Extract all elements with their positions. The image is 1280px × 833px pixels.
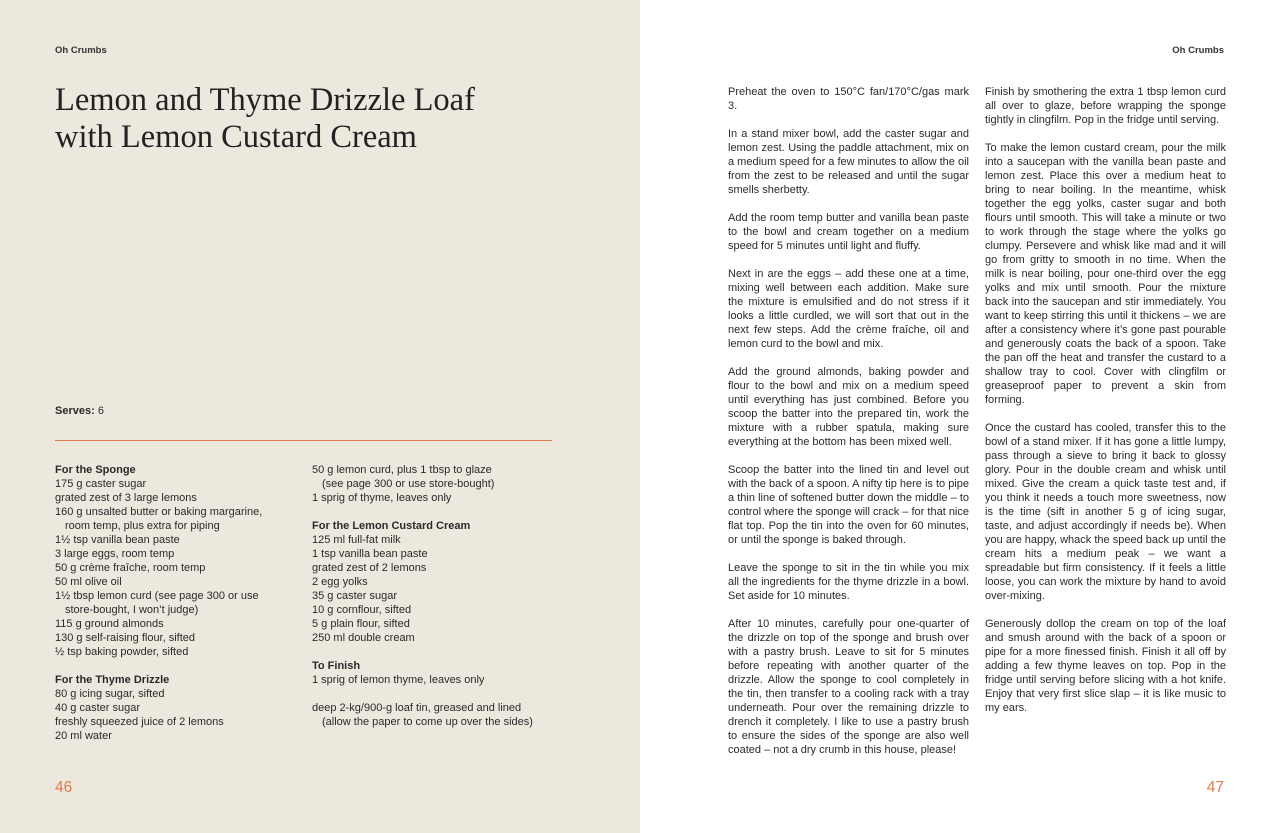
- custard-heading: For the Lemon Custard Cream: [312, 520, 471, 532]
- ingredient-item: 5 g plain flour, sifted: [312, 618, 410, 630]
- finish-heading: To Finish: [312, 660, 361, 672]
- ingredient-item: room temp, plus extra for piping: [65, 520, 220, 532]
- serves-label: Serves:: [55, 405, 95, 417]
- ingredient-item: 115 g ground almonds: [55, 618, 164, 630]
- ingredient-item: ½ tsp baking powder, sifted: [55, 646, 189, 658]
- ingredient-item: 10 g cornflour, sifted: [312, 604, 412, 616]
- method-paragraph: Leave the sponge to sit in the tin while you mix all the ingredients for the thyme drizzle in a bowl. Set aside for 10 minutes.: [728, 562, 969, 602]
- ingredient-item: 1 sprig of lemon thyme, leaves only: [312, 674, 485, 686]
- ingredient-item: store-bought, I won’t judge): [65, 604, 199, 616]
- ingredient-item: 250 ml double cream: [312, 632, 415, 644]
- method-column-2: [985, 85, 1226, 729]
- method-paragraph: Once the custard has cooled, transfer this to the bowl of a stand mixer. If it has gone a little lumpy, pass through a sieve to bring it back to glossy glory. Pour in the double cream and whisk until mixed. Give the cream a quick taste test and, if you think it needs a touch more sweetness, now is the time (sift in another 5 g of icing sugar, taste, and adjust accordingly if needs be). When you are happy, whack the speed back up until the cream hits a medium peak – we want a spreadable but firm consistency. If it feels a little loose, you can work the mixture by hand to avoid over-mixing.: [985, 422, 1226, 602]
- ingredients-column-2: [312, 463, 562, 729]
- serves-info: [55, 405, 104, 417]
- ingredient-item: (see page 300 or use store-bought): [322, 478, 495, 490]
- ingredient-item: 3 large eggs, room temp: [55, 548, 175, 560]
- ingredient-item: grated zest of 3 large lemons: [55, 492, 197, 504]
- method-paragraph: Generously dollop the cream on top of the loaf and smush around with the back of a spoon or pipe for a more finessed finish. Finish it all off by adding a few thyme leaves on top. Pop in the fridge until serving before slicing with a hot knife. Enjoy that very first slice slap – it is like music to my ears.: [985, 618, 1226, 714]
- ingredient-item: 1½ tbsp lemon curd (see page 300 or use: [55, 590, 259, 602]
- method-paragraph: Scoop the batter into the lined tin and level out with the back of a spoon. A nifty tip here is to pipe a thin line of softened butter down the middle – to control where the sponge will crack – for that nice flat top. Pop the tin into the oven for 60 minutes, or until the sponge is baked through.: [728, 464, 969, 546]
- ingredient-item: 50 g lemon curd, plus 1 tbsp to glaze: [312, 464, 492, 476]
- page-number-left: 46: [55, 779, 73, 796]
- method-paragraph: Finish by smothering the extra 1 tbsp lemon curd all over to glaze, before wrapping the sponge tightly in clingfilm. Pop in the fridge until serving.: [985, 86, 1226, 126]
- ingredient-item: 80 g icing sugar, sifted: [55, 688, 165, 700]
- ingredient-item: 125 ml full-fat milk: [312, 534, 401, 546]
- ingredient-item: 35 g caster sugar: [312, 590, 397, 602]
- sponge-heading: For the Sponge: [55, 464, 136, 476]
- serves-value: 6: [97, 405, 104, 417]
- ingredient-item: 1 sprig of thyme, leaves only: [312, 492, 452, 504]
- method-paragraph: After 10 minutes, carefully pour one-quarter of the drizzle on top of the sponge and brush over with a pastry brush. Leave to sit for 5 minutes before repeating with another quarter of the drizzle. Allow the sponge to cool completely in the tin, then transfer to a cooling rack with a tray underneath. Pour over the remaining drizzle to drench it completely. I like to use a pastry brush to ensure the sides of the sponge are also well coated – not a dry crumb in this house, please!: [728, 618, 969, 756]
- right-page: [640, 0, 1280, 833]
- equipment-item: (allow the paper to come up over the sides): [322, 716, 533, 728]
- ingredient-item: 20 ml water: [55, 730, 112, 742]
- ingredients-column-1: [55, 463, 305, 743]
- ingredient-item: 160 g unsalted butter or baking margarine,: [55, 506, 263, 518]
- ingredient-item: 175 g caster sugar: [55, 478, 147, 490]
- method-paragraph: Add the room temp butter and vanilla bean paste to the bowl and cream together on a medium speed for 5 minutes until light and fluffy.: [728, 212, 969, 252]
- method-paragraph: Next in are the eggs – add these one at a time, mixing well between each addition. Make sure the mixture is emulsified and do not stress if it looks a little curdled, we will sort that out in the next few steps. Add the crème fraîche, oil and lemon curd to the bowl and mix.: [728, 268, 969, 350]
- drizzle-heading: For the Thyme Drizzle: [55, 674, 170, 686]
- method-column-1: [728, 85, 969, 771]
- running-head-right: Oh Crumbs: [1172, 45, 1224, 56]
- method-paragraph: In a stand mixer bowl, add the caster sugar and lemon zest. Using the paddle attachment, mix on a medium speed for a few minutes to allow the oil from the zest to be released and until the sugar smells sherbetty.: [728, 128, 969, 196]
- ingredient-item: 50 ml olive oil: [55, 576, 122, 588]
- ingredient-item: 2 egg yolks: [312, 576, 368, 588]
- page-number-right: 47: [1206, 779, 1224, 796]
- ingredient-item: 1½ tsp vanilla bean paste: [55, 534, 180, 546]
- equipment-item: deep 2-kg/900-g loaf tin, greased and lined: [312, 702, 522, 714]
- ingredient-item: 50 g crème fraîche, room temp: [55, 562, 206, 574]
- running-head-left: Oh Crumbs: [55, 45, 107, 56]
- method-paragraph: Preheat the oven to 150°C fan/170°C/gas mark 3.: [728, 86, 969, 112]
- ingredient-item: 1 tsp vanilla bean paste: [312, 548, 428, 560]
- ingredient-item: 130 g self-raising flour, sifted: [55, 632, 196, 644]
- ingredient-item: freshly squeezed juice of 2 lemons: [55, 716, 224, 728]
- recipe-title-line-1: Lemon and Thyme Drizzle Loaf: [55, 82, 475, 118]
- ingredient-item: grated zest of 2 lemons: [312, 562, 427, 574]
- recipe-title-line-2: with Lemon Custard Cream: [55, 119, 417, 155]
- ingredient-item: 40 g caster sugar: [55, 702, 140, 714]
- method-paragraph: Add the ground almonds, baking powder and flour to the bowl and mix on a medium speed until everything has just combined. Before you scoop the batter into the prepared tin, work the mixture with a rubber spatula, making sure everything at the bottom has been mixed well.: [728, 366, 969, 448]
- method-paragraph: To make the lemon custard cream, pour the milk into a saucepan with the vanilla bean paste and lemon zest. Place this over a medium heat to bring to near boiling. In the meantime, whisk together the egg yolks, caster sugar and both flours until smooth. This will take a minute or two to work through the stage where the yolks go clumpy. Persevere and whisk like mad and it will go from gritty to smooth in no time. When the milk is near boiling, pour one-third over the egg yolks and mix until smooth. Pour the mixture back into the saucepan and stir immediately. You want to keep stirring this until it thickens – we are after a consistency where it’s gone past pourable and generously coats the back of a spoon. Take the pan off the heat and transfer the custard to a shallow tray to cool. Cover with clingfilm or greaseproof paper to prevent a skin from forming.: [985, 142, 1226, 406]
- recipe-title: [55, 82, 615, 156]
- divider-rule: [55, 440, 552, 441]
